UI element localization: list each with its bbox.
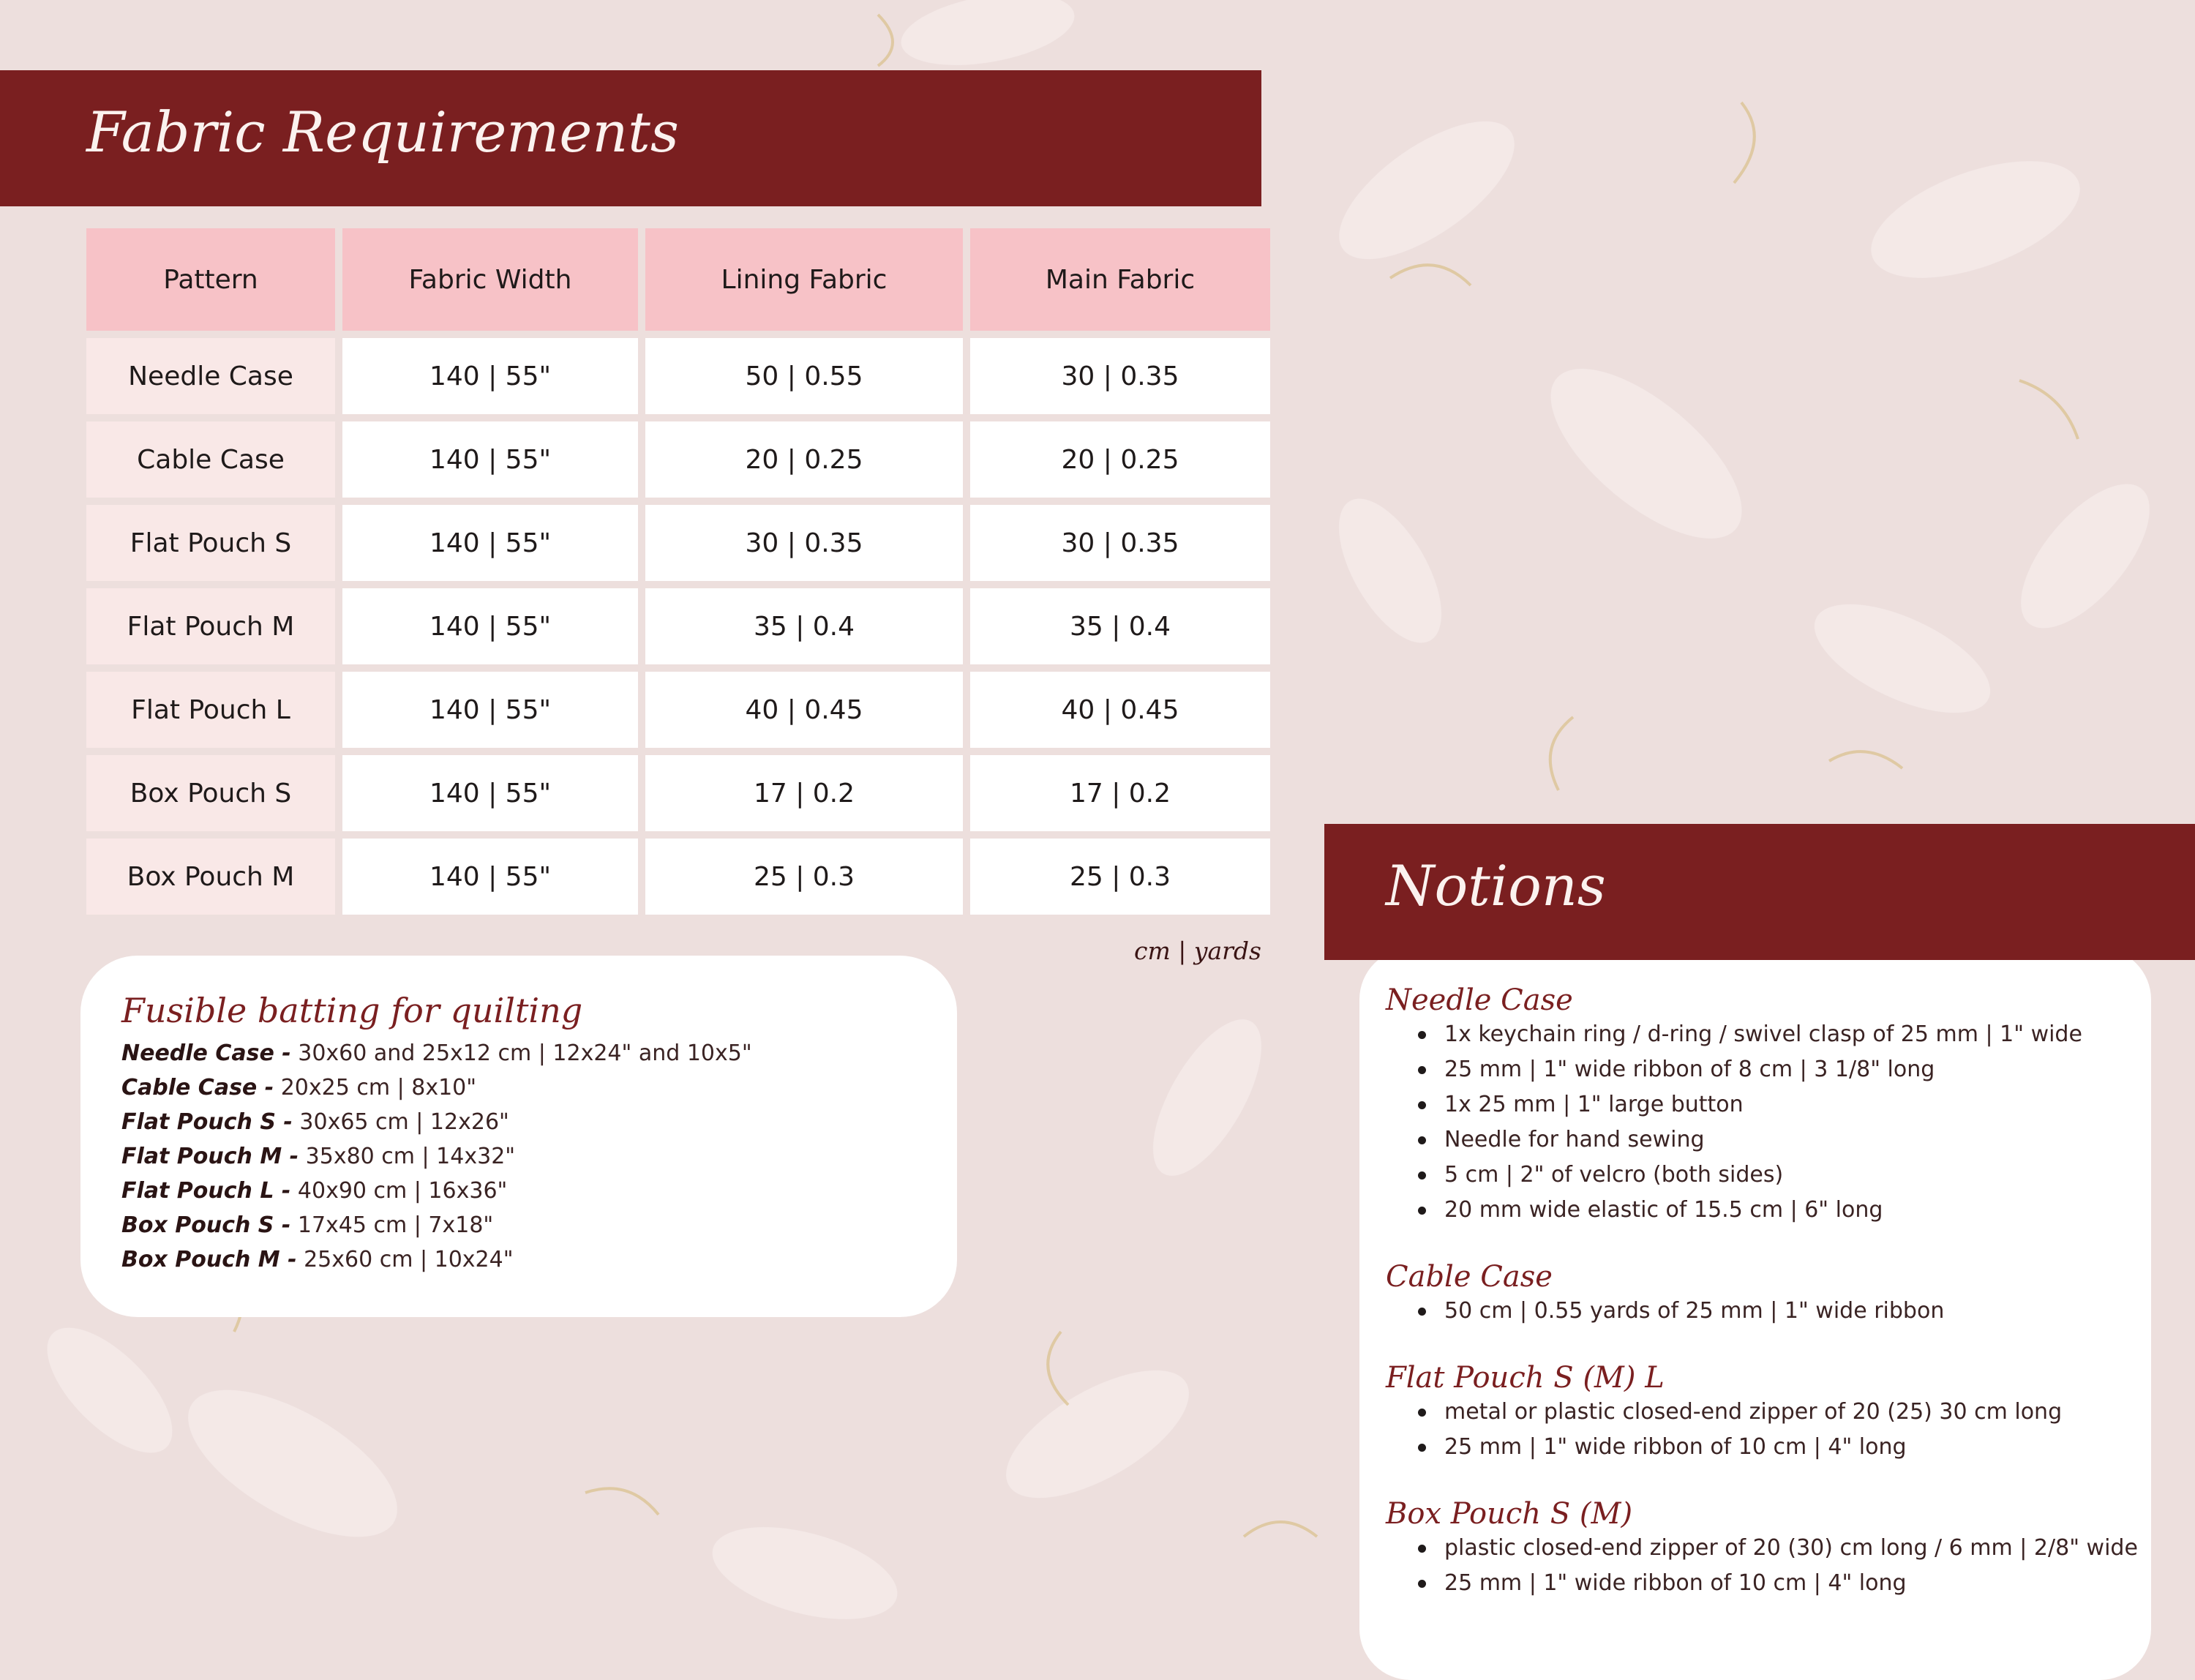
batting-title: Fusible batting for quilting: [121, 991, 583, 1030]
batting-item: [121, 1070, 752, 1105]
batting-item-label: Flat Pouch S -: [121, 1109, 293, 1135]
row-fabric-width: 140 | 55": [342, 338, 638, 414]
notions-list: [1386, 1395, 2139, 1465]
row-lining-fabric: 40 | 0.45: [645, 672, 963, 748]
batting-item-value: 30x65 cm | 12x26": [292, 1109, 509, 1135]
notions-group-title: Cable Case: [1386, 1260, 1553, 1294]
row-main-fabric: 30 | 0.35: [970, 338, 1270, 414]
row-main-fabric: 35 | 0.4: [970, 588, 1270, 664]
notions-group-box-pouch: [1386, 1497, 2139, 1601]
notions-group-needle-case: [1386, 983, 2139, 1228]
notions-item: plastic closed-end zipper of 20 (30) cm long / 6 mm | 2/8" wide: [1386, 1531, 2139, 1566]
header-pattern: Pattern: [86, 228, 335, 331]
row-lining-fabric: 30 | 0.35: [645, 505, 963, 581]
notions-group-title: Flat Pouch S (M) L: [1386, 1361, 1665, 1395]
notions-item: 20 mm wide elastic of 15.5 cm | 6" long: [1386, 1193, 2139, 1228]
notions-card: [1359, 948, 2151, 1680]
notions-list: [1386, 1294, 2139, 1329]
batting-item-value: 17x45 cm | 7x18": [290, 1212, 494, 1238]
row-main-fabric: 17 | 0.2: [970, 755, 1270, 831]
row-lining-fabric: 50 | 0.55: [645, 338, 963, 414]
batting-item-value: 35x80 cm | 14x32": [299, 1144, 516, 1169]
notions-item: 25 mm | 1" wide ribbon of 8 cm | 3 1/8" long: [1386, 1052, 2139, 1087]
row-lining-fabric: 20 | 0.25: [645, 421, 963, 498]
batting-item-value: 40x90 cm | 16x36": [290, 1178, 508, 1204]
fabric-requirements-title: Fabric Requirements: [86, 100, 679, 165]
row-main-fabric: 40 | 0.45: [970, 672, 1270, 748]
row-fabric-width: 140 | 55": [342, 505, 638, 581]
batting-item-label: Box Pouch S -: [121, 1212, 291, 1238]
row-lining-fabric: 17 | 0.2: [645, 755, 963, 831]
batting-item: [121, 1208, 752, 1242]
notions-list: [1386, 1017, 2139, 1228]
notions-group-title: Box Pouch S (M): [1386, 1497, 1633, 1531]
header-fabric-width: Fabric Width: [342, 228, 638, 331]
batting-item-label: Cable Case -: [121, 1075, 274, 1100]
row-pattern: Box Pouch S: [86, 755, 335, 831]
notions-item: 25 mm | 1" wide ribbon of 10 cm | 4" long: [1386, 1566, 2139, 1601]
row-fabric-width: 140 | 55": [342, 588, 638, 664]
notions-item: 25 mm | 1" wide ribbon of 10 cm | 4" long: [1386, 1430, 2139, 1465]
row-fabric-width: 140 | 55": [342, 755, 638, 831]
fabric-requirements-banner: [0, 70, 1261, 206]
notions-title: Notions: [1386, 853, 1606, 918]
units-note: cm | yards: [1133, 937, 1261, 965]
row-fabric-width: 140 | 55": [342, 421, 638, 498]
row-lining-fabric: 25 | 0.3: [645, 839, 963, 915]
batting-item-label: Flat Pouch M -: [121, 1144, 299, 1169]
notions-item: 1x keychain ring / d-ring / swivel clasp of 25 mm | 1" wide: [1386, 1017, 2139, 1052]
batting-item: [121, 1174, 752, 1208]
batting-item-label: Needle Case -: [121, 1040, 291, 1066]
notions-group-cable-case: [1386, 1260, 2139, 1329]
notions-item: 1x 25 mm | 1" large button: [1386, 1087, 2139, 1122]
row-pattern: Needle Case: [86, 338, 335, 414]
batting-item: [121, 1139, 752, 1174]
row-pattern: Flat Pouch S: [86, 505, 335, 581]
row-main-fabric: 30 | 0.35: [970, 505, 1270, 581]
notions-content: [1386, 983, 2139, 1633]
row-pattern: Flat Pouch L: [86, 672, 335, 748]
notions-item: metal or plastic closed-end zipper of 20 (25) 30 cm long: [1386, 1395, 2139, 1430]
batting-item-value: 25x60 cm | 10x24": [296, 1247, 514, 1272]
batting-item-label: Flat Pouch L -: [121, 1178, 291, 1204]
batting-item-label: Box Pouch M -: [121, 1247, 297, 1272]
batting-item: [121, 1242, 752, 1277]
notions-item: 5 cm | 2" of velcro (both sides): [1386, 1158, 2139, 1193]
notions-item: Needle for hand sewing: [1386, 1122, 2139, 1158]
notions-group-title: Needle Case: [1386, 983, 1573, 1017]
notions-group-flat-pouch: [1386, 1361, 2139, 1465]
notions-list: [1386, 1531, 2139, 1601]
batting-item: [121, 1105, 752, 1139]
batting-card: [80, 956, 957, 1317]
batting-item-value: 30x60 and 25x12 cm | 12x24" and 10x5": [290, 1040, 752, 1066]
notions-item: 50 cm | 0.55 yards of 25 mm | 1" wide ribbon: [1386, 1294, 2139, 1329]
batting-item-value: 20x25 cm | 8x10": [274, 1075, 477, 1100]
row-main-fabric: 25 | 0.3: [970, 839, 1270, 915]
row-fabric-width: 140 | 55": [342, 672, 638, 748]
row-fabric-width: 140 | 55": [342, 839, 638, 915]
row-pattern: Box Pouch M: [86, 839, 335, 915]
row-pattern: Cable Case: [86, 421, 335, 498]
header-lining-fabric: Lining Fabric: [645, 228, 963, 331]
row-pattern: Flat Pouch M: [86, 588, 335, 664]
header-main-fabric: Main Fabric: [970, 228, 1270, 331]
notions-banner: [1324, 824, 2195, 960]
fabric-requirements-table: [86, 228, 1270, 915]
batting-list: [121, 1036, 752, 1277]
row-main-fabric: 20 | 0.25: [970, 421, 1270, 498]
row-lining-fabric: 35 | 0.4: [645, 588, 963, 664]
batting-item: [121, 1036, 752, 1070]
